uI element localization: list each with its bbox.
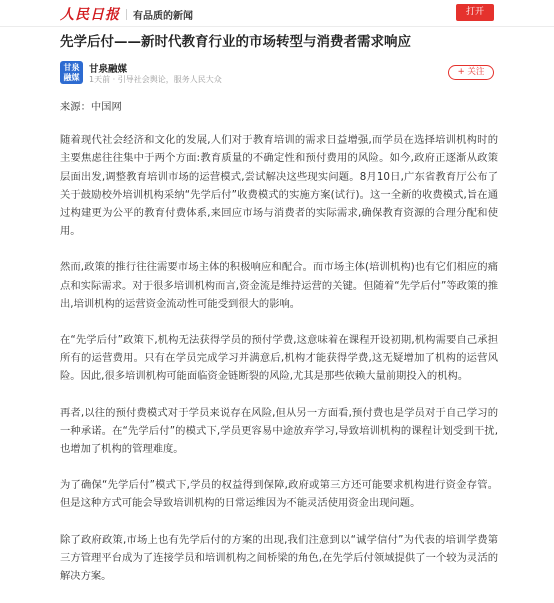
article-source: 来源：中国网 (60, 101, 122, 113)
logo-slogan: 有品质的新闻 (133, 10, 193, 22)
article-body (60, 98, 498, 603)
top-bar (0, 0, 554, 27)
article-paragraph: 然而,政策的推行往往需要市场主体的积极响应和配合。而市场主体(培训机构)也有它们相应的痛点和实际需求。对于很多培训机构而言,资金流是维持运营的关键。但随着“先学后付”等政策的推出,培训机构的运营资金流动性可能受到很大的影响。 (60, 261, 498, 310)
author-meta: 1天前 · 引导社会舆论，服务人民大众 (89, 75, 222, 84)
logo[interactable] (60, 4, 193, 24)
article-paragraph: 为了确保“先学后付”模式下,学员的权益得到保障,政府或第三方还可能要求机构进行资金存管。但是这种方式可能会导致培训机构的日常运维因为不能灵活使用资金出现问题。 (60, 479, 498, 510)
article-paragraph: 随着现代社会经济和文化的发展,人们对于教育培训的需求日益增强,而学员在选择培训机构时的主要焦虑往往集中于两个方面:教育质量的不确定性和预付费用的风险。如今,政府正逐渐从政策层面出发,调整教育培训市场的运营模式,尝试解决这些现实问题。8月10日,广东省教育厅公布了关于鼓励校外培训机构采纳“先学后付”收费模式的实施方案(试行)。这一全新的收费模式,旨在通过构建更为公平的教育付费体系,来回应市场与消费者的实际需求,确保教育资源的合理分配和使用。 (60, 134, 498, 238)
follow-button[interactable]: + 关注 (448, 65, 494, 80)
open-app-button[interactable]: 打开 (456, 4, 494, 21)
article-paragraph: 再者,以往的预付费模式对于学员来说存在风险,但从另一方面看,预付费也是学员对于自己学习的一种承诺。在“先学后付”的模式下,学员更容易中途放弃学习,导致培训机构的课程计划受到干扰,也增加了机构的管理难度。 (60, 406, 498, 456)
author-name[interactable]: 甘泉融媒 (89, 64, 128, 75)
article-paragraph: 除了政府政策,市场上也有先学后付的方案的出现,我们注意到以“诚学信付”为代表的培训学费第三方管理平台成为了连接学员和培训机构之间桥梁的角色,在先学后付领域提供了一个较为灵活的解决方案。 (60, 533, 498, 583)
people-daily-logo: 人民日报 (60, 7, 120, 23)
avatar[interactable]: 甘泉融媒 (60, 61, 83, 84)
logo-divider (126, 9, 127, 20)
article-paragraph: 在“先学后付”政策下,机构无法获得学员的预付学费,这意味着在课程开设初期,机构需要自己承担所有的运营费用。只有在学员完成学习并满意后,机构才能获得学费,这无疑增加了机构的运营风险。因此,很多培训机构可能面临资金链断裂的风险,尤其是那些依赖大量前期投入的机构。 (60, 334, 498, 383)
article-title: 先学后付——新时代教育行业的市场转型与消费者需求响应 (60, 34, 411, 50)
author-row (60, 60, 494, 86)
